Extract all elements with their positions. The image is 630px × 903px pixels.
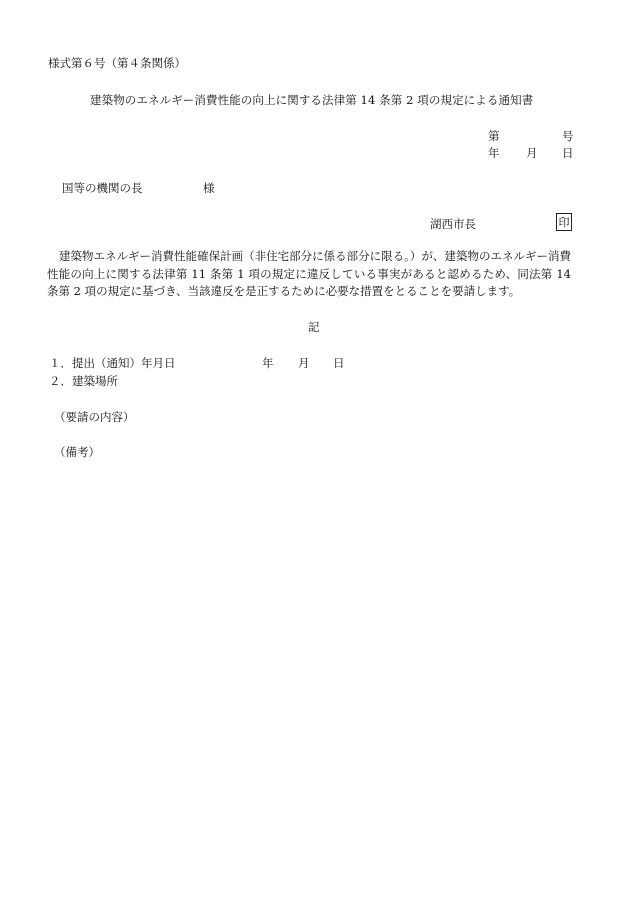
date-year-label: 年: [488, 146, 500, 160]
seal-mark: 印: [556, 213, 572, 231]
date-month-label: 月: [526, 146, 538, 160]
item-submission-year: 年: [262, 356, 274, 370]
body-paragraph: 建築物エネルギー消費性能確保計画（非住宅部分に係る部分に限る。）が、建築物のエネルギー消費性能の向上に関する法律第 11 条第 1 項の規定に違反している事実があると認めるため、同法第 14 条第 2 項の規定に基づき、当該違反を是正するために必要な措置をとることを要請します。: [47, 249, 571, 298]
remarks-heading: （備考）: [54, 445, 100, 459]
item-building-location-label: ２．建築場所: [49, 374, 118, 388]
request-content-heading: （要請の内容）: [54, 410, 135, 424]
ki-heading: 記: [308, 320, 320, 334]
form-number: 様式第６号（第４条関係）: [48, 56, 186, 70]
item-submission-day: 日: [333, 356, 345, 370]
recipient-honorific: 様: [203, 181, 215, 195]
sender-name: 湖西市長: [430, 217, 476, 231]
recipient-name: 国等の機関の長: [62, 181, 143, 195]
document-title: 建築物のエネルギー消費性能の向上に関する法律第 14 条第 2 項の規定による通知書: [90, 93, 534, 107]
date-day-label: 日: [562, 146, 574, 160]
document-number-suffix: 号: [562, 129, 574, 143]
item-submission-date-label: １．提出（通知）年月日: [49, 356, 176, 370]
document-number-prefix: 第: [488, 129, 500, 143]
item-submission-month: 月: [298, 356, 310, 370]
